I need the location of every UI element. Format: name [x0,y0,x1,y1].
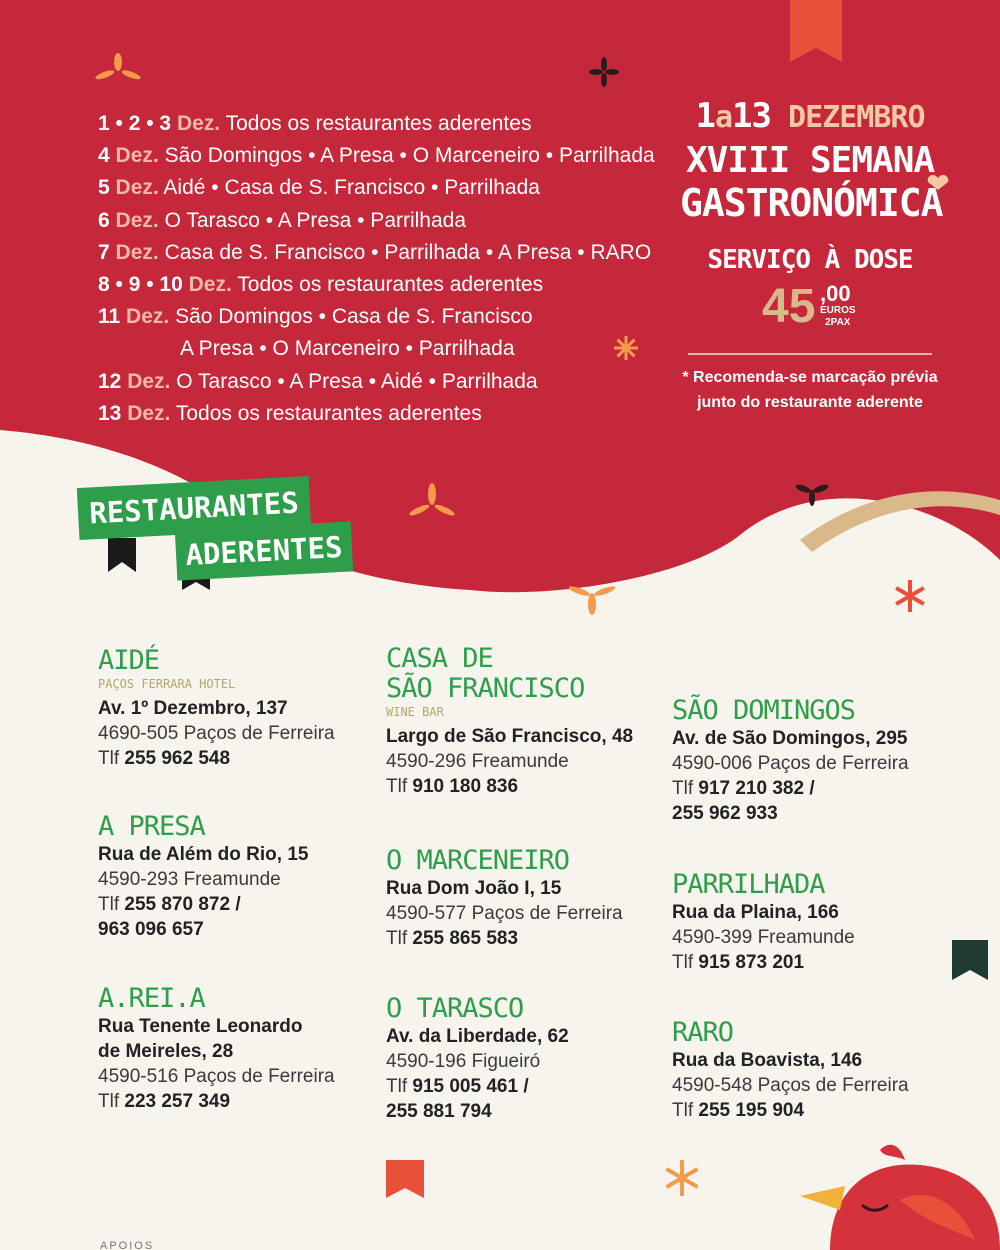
schedule-restaurants: Casa de S. Francisco • Parrilhada • A Presa • RARO [164,240,652,264]
restaurant-address: Rua de Além do Rio, 15 [98,844,309,865]
restaurant-phone: Tlf 255 195 904 [672,1100,805,1121]
schedule-days: 13 [98,401,122,425]
schedule-restaurants: Aidé • Casa de S. Francisco • Parrilhada [163,176,540,200]
restaurant-address: Av. 1º Dezembro, 137 [98,698,288,719]
restaurant-address: Largo de São Francisco, 48 [386,726,634,747]
event-info [680,96,943,415]
schedule-month: Dez. [126,305,170,329]
restaurant-card [386,994,686,1124]
schedule-restaurants: Todos os restaurantes aderentes [225,112,532,135]
schedule-days: 5 [98,176,110,200]
restaurant-name: AIDÉ [98,645,160,676]
restaurant-address: Av. de São Domingos, 295 [672,728,908,749]
restaurant-subtitle: WINE BAR [386,705,444,719]
restaurant-address: Rua Tenente Leonardo [98,1016,303,1037]
schedule-month: Dez. [115,176,159,200]
restaurant-address: Rua Dom João I, 15 [386,878,562,899]
restaurant-phone: Tlf 255 962 548 [98,748,231,769]
restaurant-name: O MARCENEIRO [386,845,570,876]
price-unit: EUROS 2PAX [820,305,856,328]
restaurant-postal: 4590-399 Freamunde [672,927,855,948]
schedule-days: 11 [98,305,121,329]
schedule-month: Dez. [115,240,159,264]
schedule-days: 1 • 2 • 3 [98,112,172,135]
schedule-row [98,301,688,333]
restaurant-phone: Tlf 915 873 201 [672,952,805,973]
schedule-row [98,205,688,237]
restaurant-name: A.REI.A [98,983,205,1014]
schedule-month: Dez. [115,208,159,232]
restaurant-card [672,870,972,975]
schedule-row [98,366,688,398]
schedule-row [98,140,688,172]
schedule-days: 12 [98,369,122,393]
schedule-month: Dez. [127,401,171,425]
price-value: 45 [762,280,816,333]
price-block [680,279,940,341]
restaurant-postal: 4590-296 Freamunde [386,751,569,772]
restaurant-postal: 4590-006 Paços de Ferreira [672,753,909,774]
booking-note: * Recomenda-se marcação prévia junto do restaurante aderente [682,369,938,411]
schedule-restaurants: Todos os restaurantes aderentes [175,401,482,425]
flower-ornament-icon [568,585,616,615]
restaurant-address: Av. da Liberdade, 62 [386,1026,569,1047]
restaurant-card [98,984,398,1114]
schedule-restaurants: São Domingos • Casa de S. Francisco [175,305,533,329]
restaurant-card [386,644,686,799]
restaurant-postal: 4690-505 Paços de Ferreira [98,723,335,744]
schedule-month: Dez. [188,272,232,296]
restaurant-phone: Tlf 255 865 583 [386,928,519,949]
schedule-restaurants: A Presa • O Marceneiro • Parrilhada [180,337,515,361]
restaurant-name: CASA DE [386,643,493,674]
ribbon-tail-icon [108,538,136,572]
sponsors-label: APOIOS [100,1240,155,1250]
schedule-month: Dez. [176,112,221,135]
bird-icon [800,1145,1000,1250]
schedule-days: 8 • 9 • 10 [98,272,183,296]
ribbon-bookmark-icon [386,1160,424,1198]
schedule-restaurants: O Tarasco • A Presa • Aidé • Parrilhada [176,369,538,393]
restaurant-phone: Tlf 915 005 461 / [386,1076,529,1097]
divider [688,353,932,355]
schedule-row [98,108,688,140]
event-dates: 1a13 DEZEMBRO [695,96,925,136]
restaurant-phone: Tlf 910 180 836 [386,776,519,797]
restaurant-card [672,696,972,826]
restaurant-card [98,812,398,942]
restaurant-name: PARRILHADA [672,869,825,900]
price-cents: ,00 [820,281,851,306]
schedule-days: 6 [98,208,110,232]
schedule-row [98,172,688,204]
event-title-line1: XVIII SEMANA [685,140,935,181]
restaurant-postal: 4590-548 Paços de Ferreira [672,1075,909,1096]
restaurant-name: A PRESA [98,811,205,842]
restaurant-phone: Tlf 255 870 872 / [98,894,241,915]
restaurant-phone-2: 255 962 933 [672,803,778,824]
schedule-row [98,237,688,269]
restaurant-phone: Tlf 917 210 382 / [672,778,815,799]
event-title-line2: GASTRONÓMICA [680,181,943,225]
restaurant-card [672,1018,972,1123]
restaurant-phone-2: 255 881 794 [386,1101,492,1122]
flower-ornament-icon [895,580,925,612]
section-ribbon-restaurantes: RESTAURANTES [77,476,311,540]
restaurant-name-2: SÃO FRANCISCO [386,673,585,704]
restaurant-name: SÃO DOMINGOS [672,695,856,726]
restaurant-postal: 4590-196 Figueiró [386,1051,541,1072]
service-label: SERVIÇO À DOSE [707,245,913,275]
schedule-month: Dez. [115,144,159,168]
restaurant-card [386,846,686,951]
restaurant-phone-2: 963 096 657 [98,919,204,940]
section-ribbon-aderentes: ADERENTES [175,521,353,580]
restaurant-postal: 4590-577 Paços de Ferreira [386,903,623,924]
schedule-days: 7 [98,240,110,264]
restaurant-postal: 4590-293 Freamunde [98,869,281,890]
schedule-restaurants: O Tarasco • A Presa • Parrilhada [164,208,467,232]
restaurant-phone: Tlf 223 257 349 [98,1091,231,1112]
restaurant-postal: 4590-516 Paços de Ferreira [98,1066,335,1087]
flower-ornament-icon [665,1160,698,1196]
restaurant-name: O TARASCO [386,993,524,1024]
schedule-row [98,398,688,430]
schedule-days: 4 [98,144,110,168]
schedule-restaurants: Todos os restaurantes aderentes [237,272,544,296]
schedule-row [98,333,688,365]
schedule-row [98,269,688,301]
schedule-restaurants: São Domingos • A Presa • O Marceneiro • Parrilhada [164,144,655,168]
restaurant-address: Rua da Boavista, 146 [672,1050,863,1071]
restaurant-card [98,646,398,771]
restaurant-address: Rua da Plaina, 166 [672,902,839,923]
restaurant-subtitle: PAÇOS FERRARA HOTEL [98,677,236,691]
schedule-list [98,108,688,430]
restaurant-name: RARO [672,1017,734,1048]
restaurant-address-2: de Meireles, 28 [98,1041,234,1062]
schedule-month: Dez. [127,369,171,393]
